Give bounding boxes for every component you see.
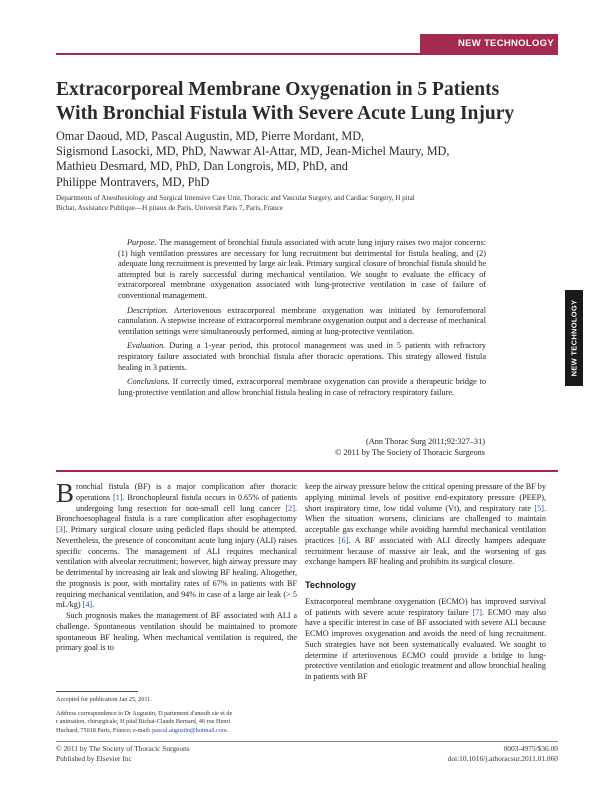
abstract-label: Conclusions.	[127, 377, 170, 387]
author-line: Omar Daoud, MD, Pascal Augustin, MD, Pierre Mordant, MD,	[56, 129, 365, 143]
side-tab	[565, 290, 583, 386]
body-text: .	[92, 600, 95, 610]
issn-price: 0003-4975/$36.00	[503, 744, 558, 753]
abstract-description	[118, 306, 486, 338]
body-text: . ECMO may also have a specific interest in case of BF associated with severe ALI because ECMO improves oxygenation and avoids the need of lung recruitment. Such strategies have not been systematically evaluated. We sought to determine if arteriovenous ECMO could provide a bridge to lung-protective ventilation and etiologic treatment and allow bronchial healing in patients with BF	[305, 607, 546, 681]
address-line: Address correspondence to Dr Augustin, D partement d'anesth sie et de	[56, 710, 233, 717]
section-rule	[56, 470, 558, 472]
body-paragraph: Such prognosis makes the management of BF associated with ALI a challenge. Spontaneous ventilation should be maintained to promote spontaneous BF healing. When mechanical ventilation is required, the primary goal is to	[56, 611, 297, 653]
body-paragraph	[305, 482, 546, 568]
title-line: Extracorporeal Membrane Oxygenation in 5 Patients	[56, 79, 500, 100]
body-text: Extracorporeal membrane oxygenation (ECMO) has improved survival of patients with severe acute respiratory failure	[305, 596, 546, 617]
body-text: . Bronchoesophageal fistula is a rare complication after esophagectomy	[56, 503, 297, 524]
abstract-purpose	[118, 238, 486, 302]
address-text: .	[226, 726, 229, 734]
abstract-label: Purpose.	[127, 238, 157, 247]
copyright-line: © 2011 by The Society of Thoracic Surgeons	[334, 448, 485, 457]
reference-link[interactable]: [6]	[338, 535, 349, 545]
footer-identifiers	[380, 744, 558, 764]
abstract-label: Evaluation.	[127, 341, 166, 351]
left-column	[56, 478, 297, 654]
body-paragraph	[305, 597, 546, 683]
address-line	[56, 727, 297, 735]
author-line: Sigismond Lasocki, MD, PhD, Nawwar Al-Attar, MD, Jean-Michel Maury, MD,	[56, 144, 450, 159]
abstract-text: Arteriovenous extracorporeal membrane oxygenation was initiated by femorofemoral cannulation. A stepwise increase of extracorporeal membrane oxygenation output and a decrease of mechanical ventilation settings were simultaneously performed, aiming at lung-protective ventilation.	[118, 305, 486, 336]
body-text: . Bronchopleural fistula occurs in 0.65% of patients undergoing lung resection for non-small cell lung cancer	[76, 492, 297, 513]
article-title	[56, 78, 556, 126]
title-line: With Bronchial Fistula With Severe Acute Lung Injury	[56, 103, 515, 124]
intro-paragraph	[56, 478, 297, 611]
body-text: ronchial fistula (BF) is a major complication after thoracic operations	[76, 482, 297, 502]
abstract	[118, 238, 486, 402]
footnote-address	[56, 710, 297, 735]
author-line: Philippe Montravers, MD, PhD	[56, 174, 210, 189]
reference-link[interactable]: [4]	[82, 600, 93, 610]
journal-citation: (Ann Thorac Surg 2011;92:327–31)	[366, 437, 485, 446]
abstract-label: Description.	[127, 305, 169, 315]
side-tab-label: NEW TECHNOLOGY	[569, 299, 579, 377]
footnote-accepted: Accepted for publication Jan 25, 2011.	[56, 696, 152, 703]
body-text: keep the airway pressure below the critical opening pressure of the BF by applying minimal levels of positive end-expiratory pressure (PEEP), short inspiratory time, low tidal volume (Vt), and respiratory rate	[305, 482, 546, 513]
footer-rule	[56, 741, 558, 742]
drop-cap: B	[56, 478, 75, 508]
abstract-text: The management of bronchial fistula associated with acute lung injury raises two major concerns: (1) high ventilation pressures are necessary for lung recruitment but detrimental for fistula healing, and (2) adequate lung recruitment is prevented by large air leak. Primary surgical closure of bronchial fistula should be attempted but is rarely successful during mechanical ventilation. We sought to evaluate the efficacy of extracorporeal membrane oxygenation associated with lung-protective ventilation in case of failure of conventional management.	[118, 238, 487, 300]
body-text: . Primary surgical closure using pedicled flaps should be attempted. Nevertheless, the presence of concomitant acute lung injury (ALI) raises specific concerns. The management of ALI requires mechanical ventilation with alveolar recruitment; however, high airway pressure may be detrimental by increasing air leak and slowing BF healing. Altogether, the prognosis is poor, with mortality rates of 67% in patients with BF requiring mechanical ventilation, and 94% in case of a large air leak (> 5 mL/kg)	[56, 525, 297, 610]
body-text: . A BF associated with ALI directly hampers adequate recruitment because of massive air leak, and the worsening of gas exchange hampers BF healing and prohibits its surgical closure.	[305, 535, 546, 567]
header-rule	[56, 53, 558, 55]
email-link[interactable]: pascal.augustin@hotmail.com	[152, 726, 227, 734]
affiliation-line: Departments of Anesthesiology and Surgical Intensive Care Unit, Thoracic and Vascular Surgery, and Cardiac Surgery, H pital	[56, 194, 415, 202]
section-heading: Technology	[305, 580, 356, 590]
reference-link[interactable]: [1]	[112, 492, 123, 502]
footer-line: Published by Elsevier Inc	[56, 754, 132, 763]
abstract-conclusions	[118, 377, 486, 398]
doi: doi:10.1016/j.athoracsur.2011.01.060	[447, 754, 558, 763]
affiliation-line: Bichat, Assistance Publique—H pitaux de Paris, Universit Paris 7, Paris, France	[56, 204, 283, 212]
right-column	[305, 482, 546, 683]
section-band-label: NEW TECHNOLOGY	[457, 38, 554, 49]
affiliations	[56, 193, 556, 213]
reference-link[interactable]: [7]	[472, 607, 483, 617]
footer-line: © 2011 by The Society of Thoracic Surgeons	[56, 744, 190, 753]
abstract-text: If correctly timed, extracorporeal membrane oxygenation can provide a therapeutic bridge to lung-protective ventilation and allow bronchial fistula healing in case of refractory respiratory failure.	[118, 377, 486, 397]
reference-link[interactable]: [5]	[534, 503, 544, 513]
reference-link[interactable]: [2]	[285, 503, 295, 513]
body-text: . When the situation worsens, clinicians are challenged to maintain acceptable gas exchange while avoiding harmful mechanical ventilation practices	[305, 503, 546, 545]
footnote-rule	[56, 691, 138, 692]
reference-link[interactable]: [3]	[56, 525, 66, 534]
author-list	[56, 129, 556, 190]
footer-publisher	[56, 744, 190, 764]
abstract-evaluation	[118, 341, 486, 373]
author-line: Mathieu Desmard, MD, PhD, Dan Longrois, MD, PhD, and	[56, 159, 348, 174]
citation-block	[268, 436, 485, 458]
address-line: r animation, chirurgicale, H pital Bichat-Claude Bernard, 46 rue Henri	[56, 718, 231, 726]
abstract-text: During a 1-year period, this protocol management was used in 5 patients with refractory respiratory failure associated with bronchial fistula after thoracic operations. This strategy allowed fistula healing in 3 patients.	[118, 341, 486, 372]
section-band	[420, 34, 558, 53]
address-text: Huchard, 75018 Paris, France; e-mail:	[56, 726, 153, 734]
